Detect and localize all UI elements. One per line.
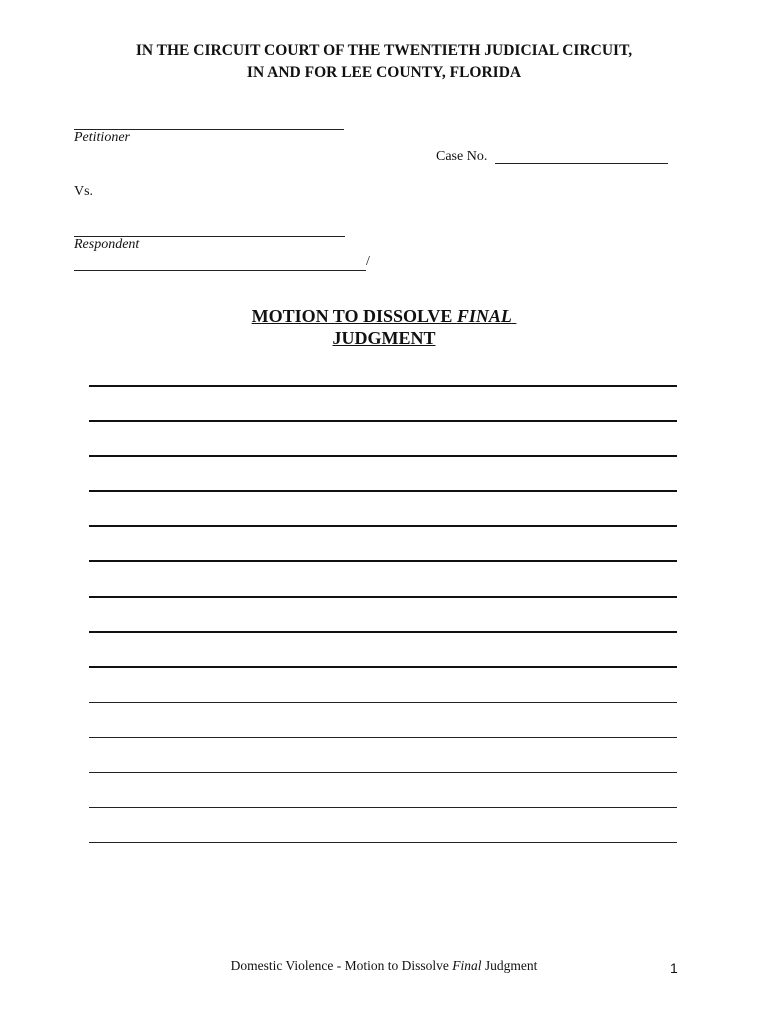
writing-line[interactable] [89,385,677,387]
writing-line[interactable] [89,842,677,843]
writing-line[interactable] [89,560,677,562]
case-no-label: Case No. [436,149,488,164]
court-header-line2: IN AND FOR LEE COUNTY, FLORIDA [246,64,522,81]
court-header-line1: IN THE CIRCUIT COURT OF THE TWENTIETH JUDICIAL CIRCUIT, [135,42,633,59]
court-header [0,40,768,84]
writing-line[interactable] [89,772,677,773]
writing-line[interactable] [89,666,677,668]
writing-line[interactable] [89,525,677,527]
writing-line[interactable] [89,490,677,492]
respondent-label: Respondent [74,237,140,252]
title-text-part1: MOTION TO DISSOLVE [251,306,457,326]
writing-line[interactable] [89,631,677,633]
writing-line[interactable] [89,737,677,738]
versus-text: Vs. [74,184,94,199]
writing-line[interactable] [89,596,677,598]
caption-closing-slash: / [366,254,370,269]
title-text-italic: FINAL [456,306,512,326]
title-text-part2: JUDGMENT [332,328,436,348]
document-title [0,305,768,349]
footer-text-italic: Final [452,958,482,973]
caption-closing-line [74,270,366,271]
writing-line[interactable] [89,420,677,422]
page-number: 1 [670,960,678,976]
writing-line[interactable] [89,455,677,457]
footer-text-before: Domestic Violence - Motion to Dissolve [230,958,453,973]
writing-line[interactable] [89,807,677,808]
petitioner-label: Petitioner [74,130,130,145]
footer-text-after: Judgment [481,958,538,973]
page-footer [0,958,768,974]
writing-line[interactable] [89,702,677,703]
case-no-field-line[interactable] [495,163,668,164]
